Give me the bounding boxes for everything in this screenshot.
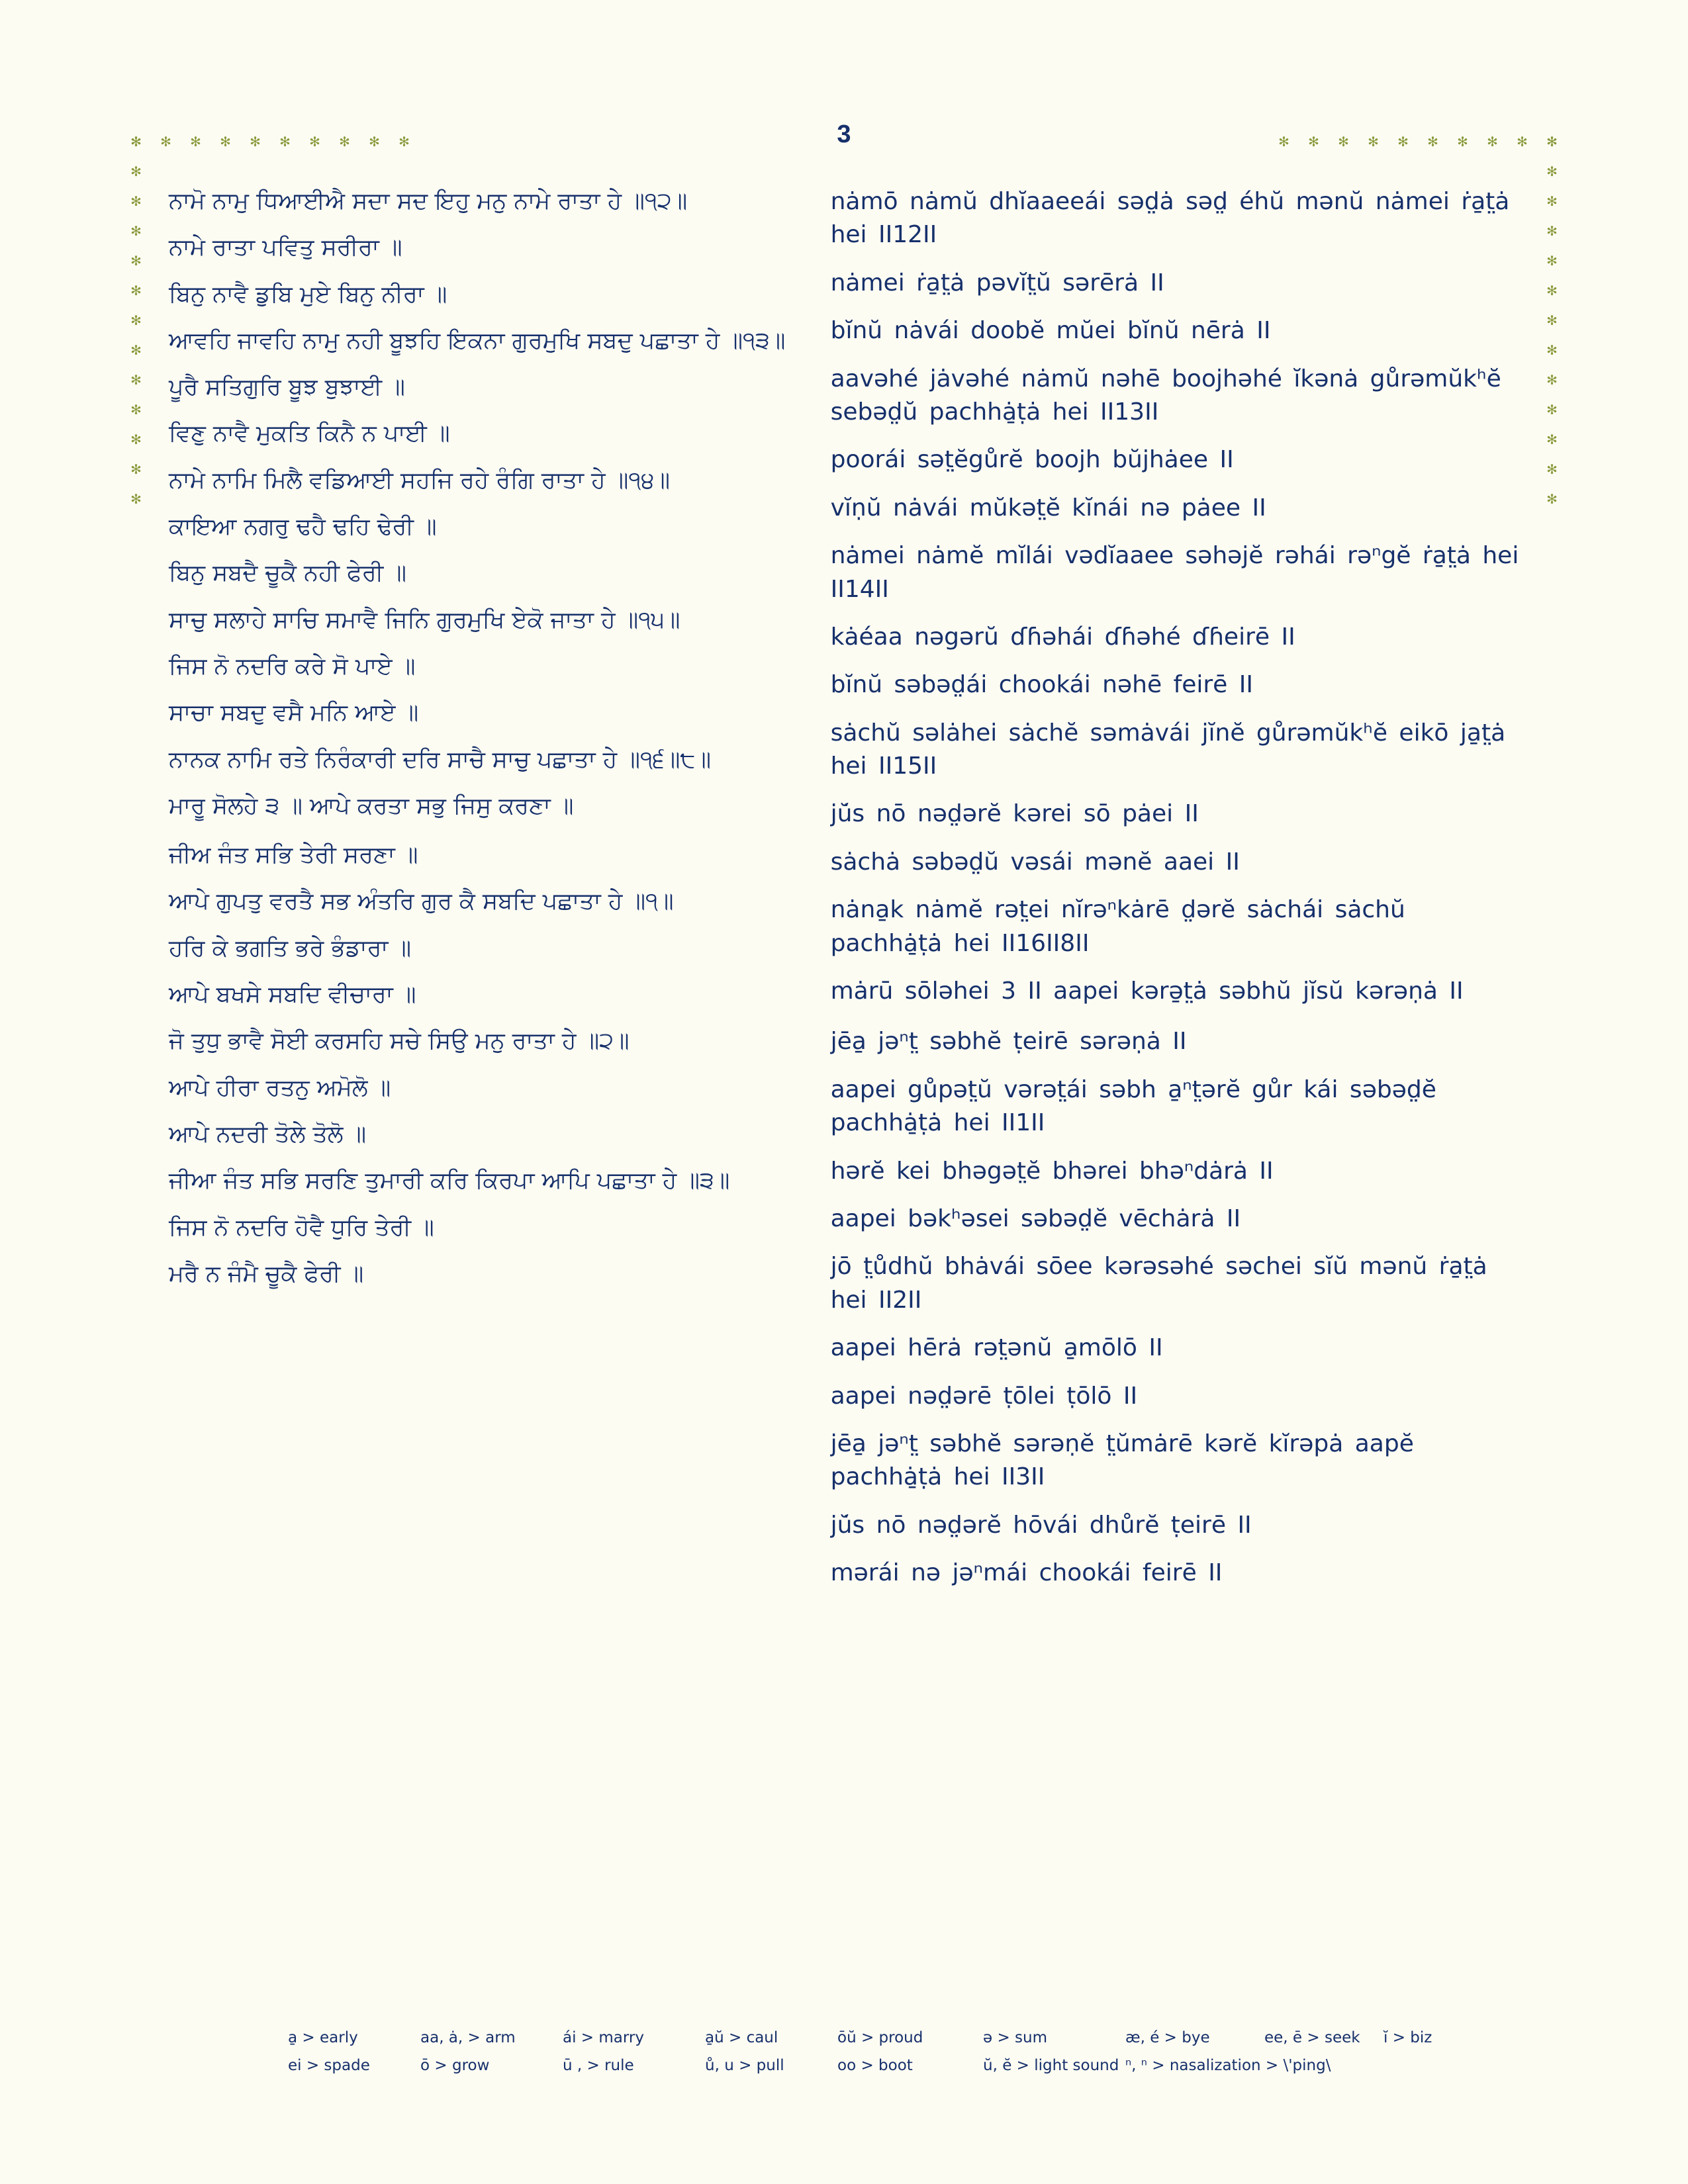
pronunciation-key-item: ei > spade (288, 2057, 370, 2074)
transliteration-line: jŭ̇s nō nəd̤ərĕ hōvái dhůrĕ ṭeirē II (830, 1511, 1252, 1539)
gurmukhi-line: ਆਪੇ ਗੁਪਤੁ ਵਰਤੈ ਸਭ ਅੰਤਰਿ ਗੁਰ ਕੈ ਸਬਦਿ ਪਛਾਤਾ ਹੇ ॥੧॥ (169, 888, 674, 915)
floret-icon (1546, 136, 1558, 148)
pronunciation-key-item: a̱ŭ > caul (705, 2029, 778, 2046)
floret-icon (130, 165, 142, 178)
transliteration-line: nȧmei nȧmĕ mĭlái vədĭaaee səhəjĕ rəhái rəⁿgĕ ṙa̱t̤ȧ hei II14II (830, 542, 1519, 603)
pronunciation-key (169, 2029, 1556, 2085)
gurmukhi-line: ਕਾਇਆ ਨਗਰੁ ਢਹੈ ਢਹਿ ਢੇਰੀ ॥ (169, 514, 437, 541)
transliteration-line: kȧéaa nəgərŭ ɗɦəhái ɗɦəhé ɗɦeirē II (830, 623, 1295, 651)
floret-icon (1546, 255, 1558, 267)
transliteration-line: hərĕ kei bhəgət̤ĕ bhərei bhəⁿdȧrȧ II (830, 1157, 1274, 1185)
floret-icon (1367, 136, 1380, 148)
floret-icon (338, 136, 351, 148)
floret-icon (1278, 136, 1290, 148)
transliteration-line: vĭṇŭ nȧvái mŭkət̤ĕ kĭnái nə pȧee II (830, 494, 1266, 522)
gurmukhi-line: ਜੋ ਤੁਧੁ ਭਾਵੈ ਸੋਈ ਕਰਸਹਿ ਸਚੇ ਸਿਉ ਮਨੁ ਰਾਤਾ ਹੇ ॥੨॥ (169, 1028, 630, 1055)
gurmukhi-line: ਆਪੇ ਹੀਰਾ ਰਤਨੁ ਅਮੋਲੋ ॥ (169, 1074, 391, 1101)
floret-icon (1546, 404, 1558, 416)
gurmukhi-line: ਸਾਚਾ ਸਬਦੁ ਵਸੈ ਮਨਿ ਆਏ ॥ (169, 700, 419, 727)
floret-icon (219, 136, 232, 148)
pronunciation-key-item: ái > marry (563, 2029, 644, 2046)
floret-icon (1486, 136, 1499, 148)
transliteration-line: jēa̱ jəⁿt̤ səbhĕ ṭeirē sərəṇȧ II (830, 1028, 1187, 1056)
gurmukhi-line: ਬਿਨੁ ਨਾਵੈ ਡੁਬਿ ਮੁਏ ਬਿਨੁ ਨੀਰਾ ॥ (169, 281, 447, 308)
floret-icon (279, 136, 291, 148)
pronunciation-key-item: ĭ > biz (1383, 2029, 1432, 2046)
decorative-border-top-right (1278, 136, 1558, 148)
floret-icon (1546, 165, 1558, 178)
gurmukhi-line: ਨਾਨਕ ਨਾਮਿ ਰਤੇ ਨਿਰੰਕਾਰੀ ਦਰਿ ਸਾਚੈ ਸਾਚੁ ਪਛਾਤਾ ਹੇ ॥੧੬॥੮॥ (169, 746, 712, 773)
transliteration-line: poorái sət̤ĕgůrĕ boojh bŭjhȧee II (830, 446, 1234, 474)
gurmukhi-line: ਆਪੇ ਬਖਸੇ ਸਬਦਿ ਵੀਚਾਰਾ ॥ (169, 981, 416, 1009)
floret-icon (130, 433, 142, 446)
transliteration-line: aapei nəd̤ərē ṭōlei ṭōlō II (830, 1382, 1138, 1410)
floret-icon (130, 374, 142, 387)
pronunciation-key-item: ōŭ > proud (837, 2029, 923, 2046)
pronunciation-key-item: æ, é > bye (1125, 2029, 1210, 2046)
floret-icon (160, 136, 172, 148)
gurmukhi-line: ਮਰੈ ਨ ਜੰਮੈ ਚੂਕੈ ਫੇਰੀ ॥ (169, 1260, 364, 1287)
floret-icon (1546, 195, 1558, 208)
floret-icon (398, 136, 410, 148)
floret-icon (368, 136, 381, 148)
floret-icon (1516, 136, 1528, 148)
transliteration-line: nȧna̱k nȧmĕ rət̤ei nĭrəⁿkȧrē d̤ərĕ sȧchái sȧchŭ pachhȧ̱ṭȧ hei II16II8II (830, 896, 1405, 957)
pronunciation-key-item: ů, u > pull (705, 2057, 784, 2074)
gurmukhi-line: ਆਵਹਿ ਜਾਵਹਿ ਨਾਮੁ ਨਹੀ ਬੂਝਹਿ ਇਕਨਾ ਗੁਰਮੁਖਿ ਸਬਦੁ ਪਛਾਤਾ ਹੇ ॥੧੩॥ (169, 327, 786, 354)
pronunciation-key-item: aa, ȧ, > arm (420, 2029, 516, 2046)
transliteration-line: aavəhé jȧvəhé nȧmŭ nəhē boojhəhé ĭkənȧ gůrəmŭkʰĕ sebəd̤ŭ pachhȧ̱ṭȧ hei II13II (830, 365, 1501, 426)
floret-icon (130, 195, 142, 208)
decorative-border-right (1546, 136, 1558, 506)
floret-icon (130, 255, 142, 267)
gurmukhi-line: ਜਿਸ ਨੋ ਨਦਰਿ ਕਰੇ ਸੋ ਪਾਏ ॥ (169, 653, 416, 680)
pronunciation-key-item: ŭ, ĕ > light sound (983, 2057, 1119, 2074)
pronunciation-key-item: ō > grow (420, 2057, 490, 2074)
transliteration-line: bĭnŭ nȧvái doobĕ mŭei bĭnŭ nērȧ II (830, 317, 1271, 345)
floret-icon (130, 344, 142, 357)
floret-icon (130, 136, 142, 148)
floret-icon (130, 404, 142, 416)
floret-icon (1397, 136, 1409, 148)
transliteration-line: mərái nə jəⁿmái chookái feirē II (830, 1559, 1223, 1587)
floret-icon (1427, 136, 1439, 148)
floret-icon (130, 463, 142, 476)
transliteration-line: jō t̤ůdhŭ bhȧvái sōee kərəsəhé səchei sĭŭ mənŭ ṙa̱t̤ȧ hei II2II (830, 1253, 1487, 1314)
transliteration-column (831, 185, 1519, 1605)
pronunciation-key-item: a̱ > early (288, 2029, 358, 2046)
gurmukhi-line: ਹਰਿ ਕੇ ਭਗਤਿ ਭਰੇ ਭੰਡਾਰਾ ॥ (169, 934, 412, 962)
gurmukhi-line: ਨਾਮੋ ਨਾਮੁ ਧਿਆਈਐ ਸਦਾ ਸਦ ਇਹੁ ਮਨੁ ਨਾਮੇ ਰਾਤਾ ਹੇ ॥੧੨॥ (169, 188, 688, 214)
transliteration-line: aapei gůpət̤ŭ vərət̤ái səbh a̱ⁿt̤ərĕ gůr kái səbəd̤ĕ pachhȧ̱ṭȧ hei II1II (830, 1075, 1436, 1137)
pronunciation-key-row-1 (169, 2029, 1556, 2046)
floret-icon (130, 493, 142, 506)
scripture-body (169, 185, 1519, 1605)
gurmukhi-line: ਪੂਰੈ ਸਤਿਗੁਰਿ ਬੂਝ ਬੁਝਾਈ ॥ (169, 374, 405, 401)
floret-icon (130, 314, 142, 327)
gurmukhi-line: ਬਿਨੁ ਸਬਦੈ ਚੂਕੈ ਨਹੀ ਫੇਰੀ ॥ (169, 560, 406, 587)
transliteration-line: sȧchŭ səlȧhei sȧchĕ səmȧvái jĭnĕ gůrəmŭkʰĕ eikō ja̱t̤ȧ hei II15II (830, 719, 1506, 780)
floret-icon (308, 136, 321, 148)
page-number: 3 (837, 120, 851, 148)
floret-icon (1456, 136, 1469, 148)
gurmukhi-line: ਨਾਮੇ ਰਾਤਾ ਪਵਿਤੁ ਸਰੀਰਾ ॥ (169, 234, 402, 261)
transliteration-line: sȧchȧ səbəd̤ŭ vəsái mənĕ aaei II (830, 848, 1240, 876)
pronunciation-key-item: ə > sum (983, 2029, 1048, 2046)
transliteration-line: bĭnŭ səbəd̤ái chookái nəhē feirē II (830, 671, 1253, 699)
decorative-border-top-left (130, 136, 410, 148)
floret-icon (1546, 374, 1558, 387)
gurmukhi-line: ਆਪੇ ਨਦਰੀ ਤੋਲੇ ਤੋਲੋ ॥ (169, 1120, 367, 1148)
floret-icon (1546, 463, 1558, 476)
transliteration-line: mȧrū sōləhei 3 II aapei kərə̱t̤ȧ səbhŭ jĭsŭ kərəṇȧ II (830, 978, 1464, 1005)
floret-icon (1337, 136, 1350, 148)
floret-icon (1546, 314, 1558, 327)
decorative-border-left (130, 136, 142, 506)
pronunciation-key-item: ee, ē > seek (1264, 2029, 1360, 2046)
floret-icon (130, 225, 142, 238)
transliteration-line: aapei bəkʰəsei səbəd̤ĕ vēchȧrȧ II (830, 1205, 1241, 1232)
floret-icon (1307, 136, 1320, 148)
pronunciation-key-item: ⁿ, ⁿ > nasalization > \'ping\ (1125, 2057, 1331, 2074)
floret-icon (130, 285, 142, 297)
gurmukhi-line: ਨਾਮੇ ਨਾਮਿ ਮਿਲੈ ਵਡਿਆਈ ਸਹਜਿ ਰਹੇ ਰੰਗਿ ਰਾਤਾ ਹੇ ॥੧੪॥ (169, 467, 671, 494)
transliteration-line: jŭ̇s nō nəd̤ərĕ kərei sō pȧei II (830, 800, 1199, 828)
floret-icon (1546, 344, 1558, 357)
floret-icon (1546, 493, 1558, 506)
gurmukhi-line: ਮਾਰੂ ਸੋਲਹੇ ੩ ॥ ਆਪੇ ਕਰਤਾ ਸਭੁ ਜਿਸੁ ਕਰਣਾ ॥ (169, 792, 574, 819)
gurmukhi-line: ਵਿਣੁ ਨਾਵੈ ਮੁਕਤਿ ਕਿਨੈ ਨ ਪਾਈ ॥ (169, 420, 450, 447)
floret-icon (249, 136, 261, 148)
floret-icon (1546, 225, 1558, 238)
gurmukhi-column (169, 185, 831, 1605)
floret-icon (1546, 433, 1558, 446)
floret-icon (1546, 285, 1558, 297)
pronunciation-key-item: oo > boot (837, 2057, 913, 2074)
transliteration-line: nȧmei ṙa̱t̤ȧ pəvĭt̤ŭ sərērȧ II (830, 269, 1164, 296)
gurmukhi-line: ਸਾਚੁ ਸਲਾਹੇ ਸਾਚਿ ਸਮਾਵੈ ਜਿਨਿ ਗੁਰਮੁਖਿ ਏਕੋ ਜਾਤਾ ਹੇ ॥੧੫॥ (169, 606, 680, 633)
pronunciation-key-row-2 (169, 2057, 1556, 2074)
transliteration-line: nȧmō nȧmŭ dhĭaaeeái səd̤ȧ səd̤ éhŭ mənŭ nȧmei ṙa̱t̤ȧ hei II12II (830, 188, 1510, 249)
gurmukhi-line: ਜੀਆ ਜੰਤ ਸਭਿ ਸਰਣਿ ਤੁਮਾਰੀ ਕਰਿ ਕਿਰਪਾ ਆਪਿ ਪਛਾਤਾ ਹੇ ॥੩॥ (169, 1167, 730, 1195)
transliteration-line: jēa̱ jəⁿt̤ səbhĕ sərəṇĕ t̤ŭmȧrē kərĕ kĭrəpȧ aapĕ pachhȧ̱ṭȧ hei II3II (830, 1430, 1414, 1491)
floret-icon (189, 136, 202, 148)
transliteration-line: aapei hērȧ rət̤ənŭ a̱mōlō II (830, 1334, 1163, 1362)
gurmukhi-line: ਜੀਅ ਜੰਤ ਸਭਿ ਤੇਰੀ ਸਰਣਾ ॥ (169, 842, 418, 869)
gurmukhi-line: ਜਿਸ ਨੋ ਨਦਰਿ ਹੋਵੈ ਧੁਰਿ ਤੇਰੀ ॥ (169, 1214, 434, 1241)
pronunciation-key-item: ū , > rule (563, 2057, 634, 2074)
